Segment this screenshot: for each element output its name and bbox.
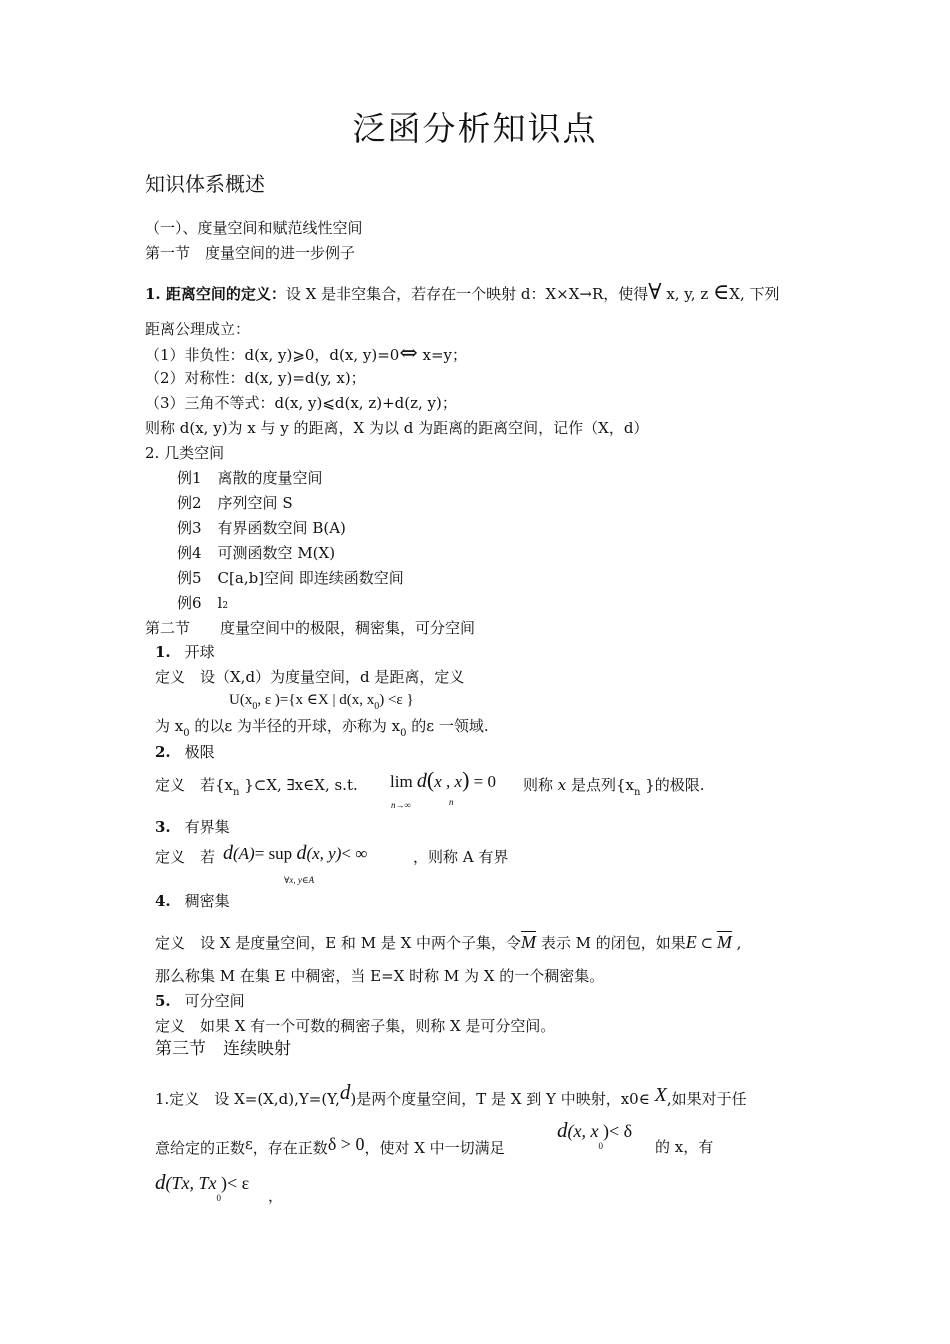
section3-heading: 第三节 连续映射 (155, 1039, 291, 1059)
subscript: 0 (216, 1193, 221, 1203)
text-part: 则称 (523, 776, 554, 794)
limit-heading (155, 742, 215, 762)
distance-symbol: d (223, 842, 233, 864)
distance-symbol: d (416, 770, 427, 792)
text-part: ,如果对于任 (666, 1090, 747, 1108)
text-part: 1.定义 设 X=(X,d),Y=(Y, (155, 1090, 340, 1108)
text-part: 为 x (155, 717, 184, 735)
definition-vars: x, y, z (661, 285, 713, 303)
sequence-subscript: n (449, 797, 454, 807)
punctuation: , (731, 934, 742, 952)
open-ball-formula (229, 690, 414, 712)
text-part: 定义 设 X 是度量空间，E 和 M 是 X 中两个子集，令 (155, 934, 522, 952)
limit-formula (390, 767, 497, 792)
distance-conclusion: 则称 d(x, y)为 x 与 y 的距离，X 为以 d 为距离的距离空间，记作（X，d） (145, 419, 649, 437)
paren: ( (426, 767, 435, 792)
example-item (177, 593, 228, 616)
distance-symbol: d (557, 1118, 568, 1142)
subscript: 0 (183, 728, 190, 739)
text-part: 定义 若{x (155, 776, 234, 794)
bounded-heading (155, 817, 230, 837)
example-subscript: 2 (222, 601, 229, 611)
formula-part: ) <ε } (379, 692, 414, 708)
distance-definition (145, 280, 780, 305)
text-part: 是点列{x (571, 776, 635, 794)
forall-symbol: ∀ (648, 280, 662, 305)
axiom-1-tail: x=y； (417, 346, 468, 364)
text-part: ，存在正数 (252, 1139, 328, 1157)
separable-definition: 定义 如果 X 有一个可数的稠密子集，则称 X 是可分空间。 (155, 1017, 556, 1035)
example-item (177, 468, 323, 488)
subscript: 0 (252, 701, 258, 712)
example-item (177, 543, 335, 563)
axiom-1-text: （1）非负性：d(x, y)⩾0，d(x, y)=0 (145, 346, 400, 364)
element-of-symbol: ∈ (713, 280, 730, 305)
space-symbol: X (654, 1084, 667, 1106)
continuity-formula (155, 1170, 250, 1203)
continuous-definition-line2 (155, 1134, 505, 1158)
open-ball-heading (155, 642, 215, 662)
item-number: 5. (155, 992, 171, 1010)
text-part: 意给定的正数 (155, 1139, 246, 1157)
item-number: 4. (155, 892, 171, 910)
overview-heading: 知识体系概述 (145, 172, 265, 196)
less-than-epsilon: )< ε (221, 1173, 250, 1193)
types-heading: 2. 几类空间 (145, 444, 225, 462)
section1-heading: 第一节 度量空间的进一步例子 (145, 244, 356, 262)
closure-symbol: $\overline{M}$ (521, 932, 537, 952)
item-heading: 极限 (184, 743, 215, 761)
item-number: 3. (155, 818, 171, 836)
separable-heading (155, 991, 245, 1011)
subscript: n (233, 787, 240, 798)
open-ball-definition: 定义 设（X,d）为度量空间，d 是距离，定义 (155, 668, 465, 686)
axiom-nonnegativity (145, 341, 468, 366)
dense-heading (155, 891, 230, 911)
lim-operator: lim (390, 772, 413, 791)
closure-symbol: $\overline{M}$ (716, 932, 732, 952)
example-label: 例1 (177, 469, 202, 487)
formula-part: , ε )={x ∈X | d(x, x (257, 692, 375, 708)
text-part: }⊂X, ∃x∈X, s.t. (239, 776, 358, 794)
subscript: 0 (598, 1141, 603, 1151)
delta-neighborhood-formula (557, 1118, 633, 1151)
less-than-delta: )< δ (602, 1121, 633, 1141)
open-ball-description (155, 716, 489, 739)
equals-zero: = 0 (469, 772, 497, 791)
item-number: 2. (155, 743, 171, 761)
bounded-conclusion: ，则称 A 有界 (413, 848, 509, 866)
axiom-symmetry: （2）对称性：d(x, y)=d(y, x)； (145, 369, 366, 387)
variable: x (434, 772, 442, 791)
text-part: )是两个度量空间，T 是 X 到 Y 中映射，x0 (350, 1090, 639, 1108)
axiom-triangle: （3）三角不等式：d(x, y)⩽d(x, z)+d(z, y)； (145, 394, 457, 412)
example-label: 例3 (177, 519, 202, 537)
bounded-definition: 定义 若 (155, 848, 216, 866)
example-label: 例4 (177, 544, 202, 562)
distance-definition-line2: 距离公理成立： (145, 320, 251, 338)
example-item (177, 568, 404, 588)
set-symbol: E (685, 932, 697, 952)
dense-definition-line2: 那么称集 M 在集 E 中稠密，当 E=X 时称 M 为 X 的一个稠密集。 (155, 967, 605, 985)
item-heading: 有界集 (184, 818, 230, 836)
less-than-infinity: < ∞ (341, 844, 368, 863)
example-label: 例5 (177, 569, 202, 587)
definition-lead: 1. 距离空间的定义： (145, 285, 286, 303)
paren: ) (462, 767, 470, 792)
subset-symbol: ⊂ (696, 936, 717, 952)
pair-argument: (Tx, Tx (165, 1173, 217, 1193)
example-text: 有界函数空间 B(A) (217, 519, 346, 537)
text-part: 的以ε 为半径的开球，亦称为 x (189, 717, 401, 735)
example-item (177, 493, 293, 513)
bounded-formula (223, 843, 367, 864)
text-part: 表示 M 的闭包，如果 (540, 934, 686, 952)
sup-operator: sup (268, 844, 293, 863)
example-label: 例2 (177, 494, 202, 512)
example-text: 离散的度量空间 (217, 469, 323, 487)
part-heading: （一）、度量空间和赋范线性空间 (145, 219, 363, 237)
continuous-definition-line1 (155, 1080, 747, 1109)
iff-symbol: ⇔ (399, 341, 418, 366)
item-heading: 开球 (184, 643, 215, 661)
pair-argument: (x, x (567, 1121, 599, 1141)
pair-argument: (x, y) (306, 844, 342, 863)
sup-subscript: ∀x, y∈A (284, 875, 315, 885)
subscript: n (634, 787, 641, 798)
section2-heading: 第二节 度量空间中的极限，稠密集，可分空间 (145, 619, 476, 637)
text-part: }的极限. (640, 776, 705, 794)
item-heading: 稠密集 (184, 892, 230, 910)
definition-tail: X, 下列 (729, 285, 780, 303)
subscript: 0 (400, 728, 407, 739)
text-part: 的ε 一领域. (406, 717, 489, 735)
distance-symbol: d (155, 1170, 166, 1194)
example-item (177, 518, 346, 538)
example-text: 序列空间 S (217, 494, 293, 512)
formula-part: U(x (229, 692, 253, 708)
example-text: l (217, 594, 223, 612)
element-of-symbol: ∈ (638, 1090, 650, 1108)
document-title: 泛函分析知识点 (352, 109, 598, 148)
item-heading: 可分空间 (184, 992, 245, 1010)
continuous-definition-line2-tail: 的 x，有 (655, 1138, 714, 1156)
limit-definition (155, 775, 358, 798)
definition-text: 设 X 是非空集合，若存在一个映射 d：X×X→R，使得 (285, 285, 649, 303)
epsilon-symbol: ε (245, 1135, 253, 1153)
lim-subscript: n→∞ (391, 800, 411, 810)
dense-definition (155, 932, 741, 954)
delta-condition: δ > 0 (327, 1134, 365, 1154)
limit-conclusion (523, 775, 705, 798)
example-label: 例6 (177, 594, 202, 612)
trailing-comma: ， (268, 1187, 284, 1205)
equals: = (254, 844, 265, 863)
item-number: 1. (155, 643, 171, 661)
variable: , x (441, 772, 463, 791)
distance-symbol: d (339, 1080, 351, 1104)
distance-symbol: d (296, 842, 307, 864)
set-argument: (A) (233, 844, 255, 863)
example-text: 可测函数空 M(X) (217, 544, 336, 562)
text-part: ，使对 X 中一切满足 (364, 1139, 505, 1157)
variable: x (553, 776, 572, 794)
subscript: 0 (374, 701, 380, 712)
example-text: C[a,b]空间 即连续函数空间 (217, 569, 404, 587)
